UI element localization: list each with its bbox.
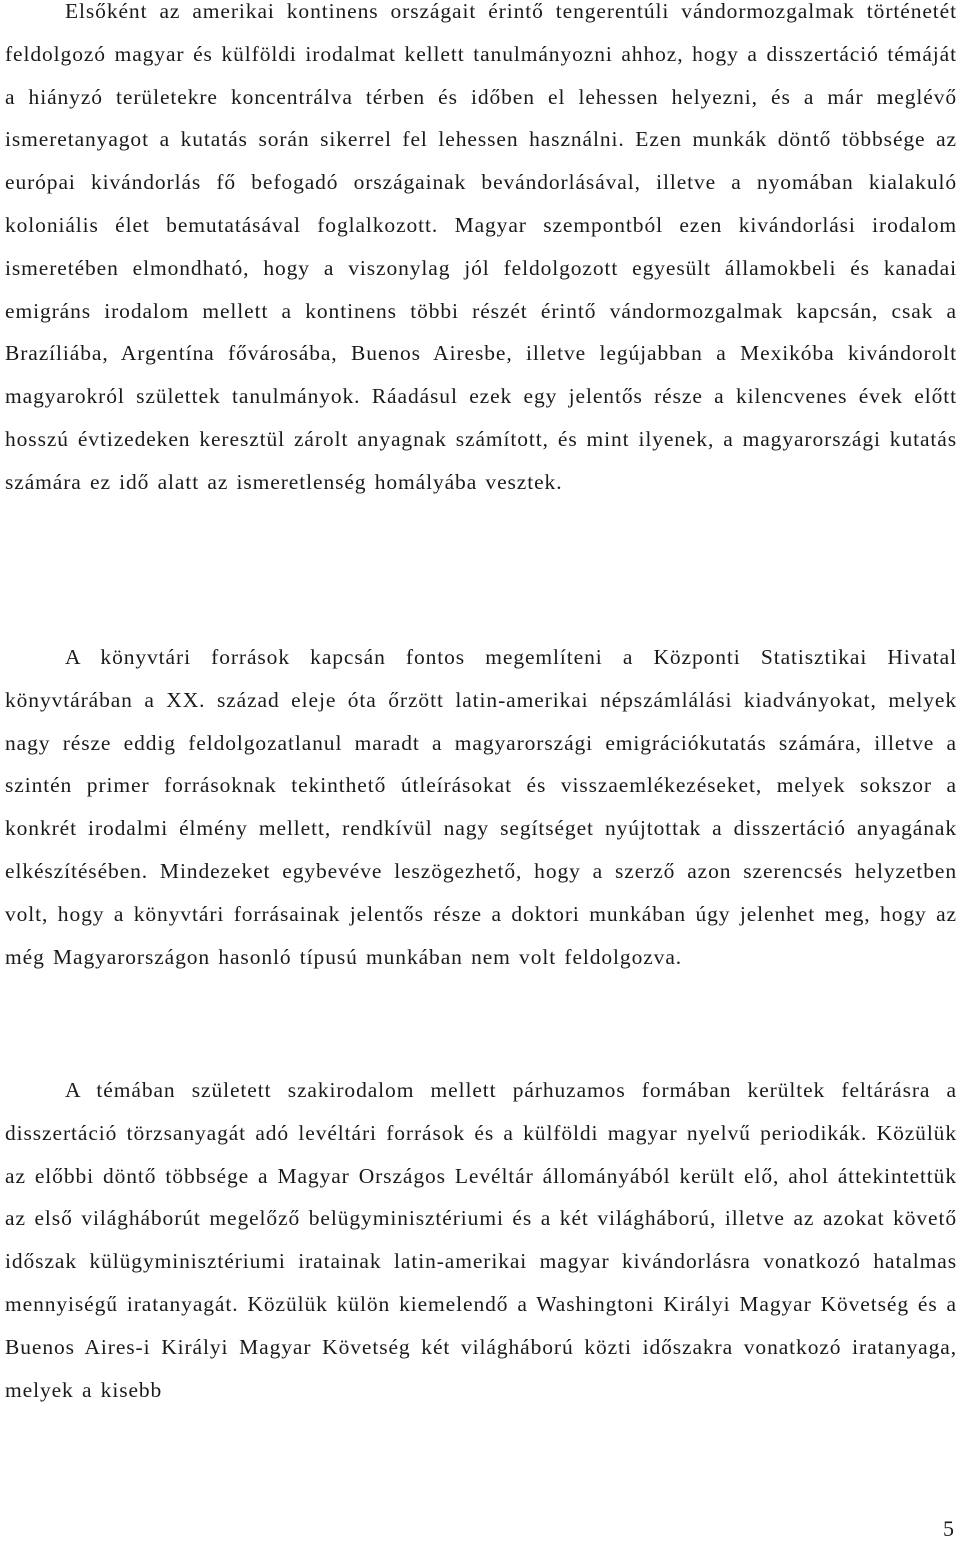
paragraph-archival-sources <box>5 1069 957 1411</box>
page-number: 5 <box>943 1516 954 1541</box>
paragraph-literature-review <box>5 0 957 504</box>
paragraph-text: A könyvtári források kapcsán fontos megemlíteni a Központi Statisztikai Hivatal könyvtárában a XX. század eleje óta őrzött latin-amerikai népszámlálási kiadványokat, melyek nagy része eddig feldolgozatlanul maradt a magyarországi emigrációkutatás számára, illetve a szintén primer forrásoknak tekinthető útleírásokat és visszaemlékezéseket, melyek sokszor a konkrét irodalmi élmény mellett, rendkívül nagy segítséget nyújtottak a disszertáció anyagának elkészítésében. Mindezeket egybevéve leszögezhető, hogy a szerző azon szerencsés helyzetben volt, hogy a könyvtári forrásainak jelentős része a doktori munkában úgy jelenhet meg, hogy az még Magyarországon hasonló típusú munkában nem volt feldolgozva. <box>5 645 957 969</box>
paragraph-text: Elsőként az amerikai kontinens országait érintő tengerentúli vándormozgalmak történetét feldolgozó magyar és külföldi irodalmat kellett tanulmányozni ahhoz, hogy a disszertáció témáját a hiányzó területekre koncentrálva térben és időben el lehessen helyezni, és a már meglévő ismeretanyagot a kutatás során sikerrel fel lehessen használni. Ezen munkák döntő többsége az európai kivándorlás fő befogadó országainak bevándorlásával, illetve a nyomában kialakuló koloniális élet bemutatásával foglalkozott. Magyar szempontból ezen kivándorlási irodalom ismeretében elmondható, hogy a viszonylag jól feldolgozott egyesült államokbeli és kanadai emigráns irodalom mellett a kontinens többi részét érintő vándormozgalmak kapcsán, csak a Brazíliába, Argentína fővárosába, Buenos Airesbe, illetve legújabban a Mexikóba kivándorolt magyarokról születtek tanulmányok. Ráadásul ezek egy jelentős része a kilencvenes évek előtt hosszú évtizedeken keresztül zárolt anyagnak számított, és mint ilyenek, a magyarországi kutatás számára ez idő alatt az ismeretlenség homályába vesztek. <box>5 0 957 494</box>
paragraph-text: A témában született szakirodalom mellett párhuzamos formában kerültek feltárásra a disszertáció törzsanyagát adó levéltári források és a külföldi magyar nyelvű periodikák. Közülük az előbbi döntő többsége a Magyar Országos Levéltár állományából került elő, ahol áttekintettük az első világháborút megelőző belügyminisztériumi és a két világháború, illetve az azokat követő időszak külügyminisztériumi iratainak latin-amerikai magyar kivándorlásra vonatkozó hatalmas mennyiségű iratanyagát. Közülük külön kiemelendő a Washingtoni Királyi Magyar Követség és a Buenos Aires-i Királyi Magyar Követség két világháború közti időszakra vonatkozó iratanyaga, melyek a kisebb <box>5 1078 957 1402</box>
paragraph-library-sources <box>5 636 957 978</box>
